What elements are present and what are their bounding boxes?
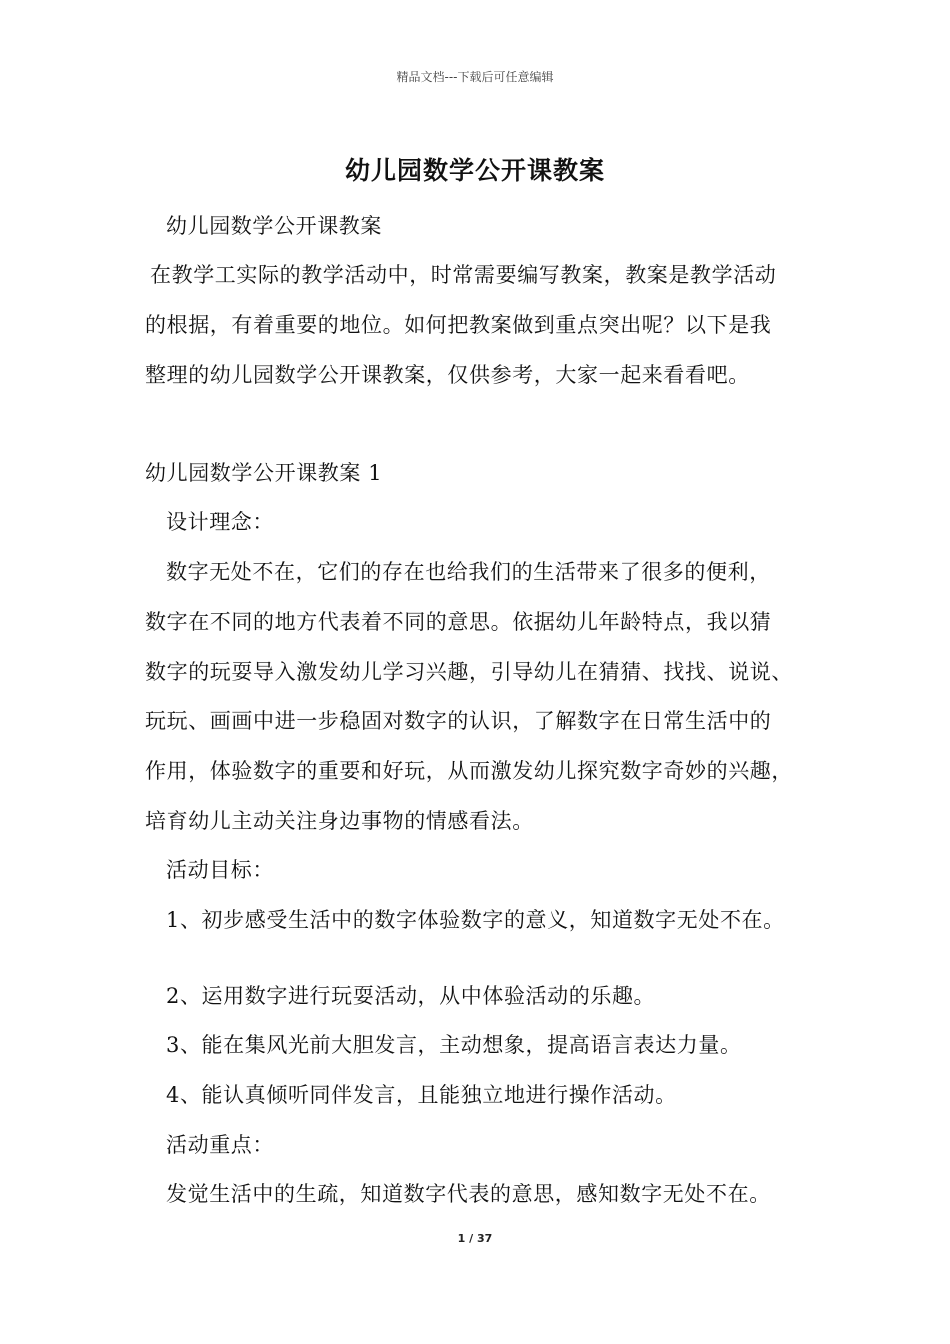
body-line: 整理的幼儿园数学公开课教案，仅供参考，大家一起来看看吧。 (145, 363, 750, 387)
list-item: 3、能在集风光前大胆发言，主动想象，提高语言表达力量。 (166, 1033, 742, 1057)
body-line: 活动目标： (166, 858, 274, 882)
section-heading: 幼儿园数学公开课教案 1 (145, 461, 383, 485)
page-number: 1 / 37 (457, 1232, 493, 1245)
body-line: 培育幼儿主动关注身边事物的情感看法。 (145, 809, 534, 833)
body-line: 数字在不同的地方代表着不同的意思。依据幼儿年龄特点，我以猜 (145, 610, 772, 634)
list-item: 2、运用数字进行玩耍活动，从中体验活动的乐趣。 (166, 984, 656, 1008)
body-line: 发觉生活中的生疏，知道数字代表的意思，感知数字无处不在。 (166, 1182, 771, 1206)
page-header: 精品文档---下载后可任意编辑 (396, 70, 554, 84)
body-line: 设计理念： (166, 510, 274, 534)
document-title: 幼儿园数学公开课教案 (344, 156, 605, 185)
body-line: 玩玩、画画中进一步稳固对数字的认识，了解数字在日常生活中的 (145, 709, 772, 733)
body-line: 幼儿园数学公开课教案 (166, 214, 382, 238)
body-line: 活动重点： (166, 1133, 274, 1157)
body-line: 数字的玩耍导入激发幼儿学习兴趣，引导幼儿在猜猜、找找、说说、 (145, 660, 793, 684)
list-item: 4、能认真倾听同伴发言，且能独立地进行操作活动。 (166, 1083, 677, 1107)
list-item: 1、初步感受生活中的数字体验数字的意义，知道数字无处不在。 (166, 908, 785, 932)
body-line: 的根据，有着重要的地位。如何把教案做到重点突出呢？以下是我 (145, 313, 772, 337)
body-line: 数字无处不在，它们的存在也给我们的生活带来了很多的便利， (166, 560, 771, 584)
body-line: 作用，体验数字的重要和好玩，从而激发幼儿探究数字奇妙的兴趣， (145, 759, 793, 783)
body-line: 在教学工实际的教学活动中，时常需要编写教案，教案是教学活动 (150, 263, 777, 287)
